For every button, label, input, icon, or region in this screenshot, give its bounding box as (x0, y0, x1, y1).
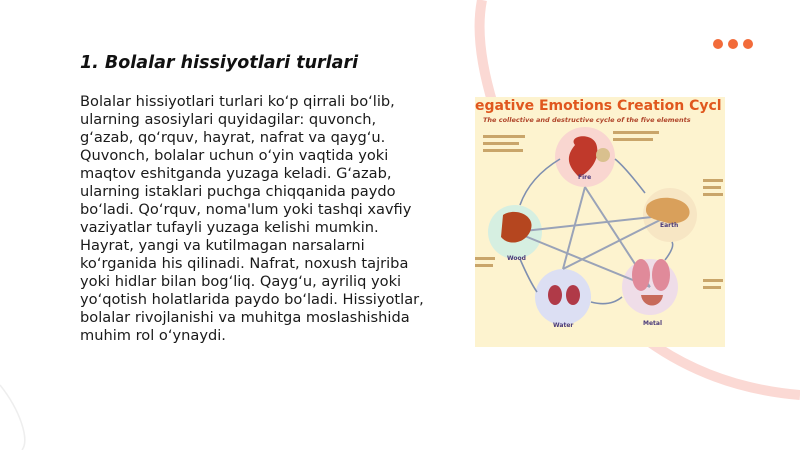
accent-dots (713, 39, 753, 49)
element-label-earth: Earth (660, 222, 679, 229)
figure-subtitle: The collective and destructive cycle of the five elements (483, 116, 691, 124)
element-label-water: Water (553, 322, 574, 329)
five-elements-diagram (475, 97, 725, 347)
emotions-cycle-image (475, 97, 725, 347)
slide-title: 1. Bolalar hissiyotlari turlari (80, 53, 359, 73)
slide-body-text: Bolalar hissiyotlari turlari ko‘p qirrali bo‘lib, ularning asosiylari quyidagilar: quvonch, g‘azab, qo‘rquv, hayrat, nafrat va qayg‘u. Quvonch, bolalar uchun o‘yin vaqtida yoki maqtov eshitganda yuzaga keladi. G‘azab, ularning istaklari puchga chiqqanida paydo bo‘ladi. Qo‘rquv, noma'lum yoki tashqi xavfiy vaziyatlar tufayli yuzaga kelishi mumkin. Hayrat, yangi va kutilmagan narsalarni ko‘rganida his qilinadi. Nafrat, noxush tajriba yoki hidlar bilan bog‘liq. Qayg‘u, ayriliq yoki yo‘qotish holatlarida paydo bo‘ladi. Hissiyotlar, bolalar rivojlanishi va muhitga moslashishida muhim rol o‘ynaydi. (80, 93, 424, 344)
element-label-metal: Metal (643, 320, 663, 327)
element-label-wood: Wood (507, 255, 526, 262)
accent-dot (713, 39, 723, 49)
figure-title: egative Emotions Creation Cycl (475, 98, 722, 114)
element-label-fire: Fire (578, 174, 592, 181)
accent-dot (743, 39, 753, 49)
accent-dot (728, 39, 738, 49)
